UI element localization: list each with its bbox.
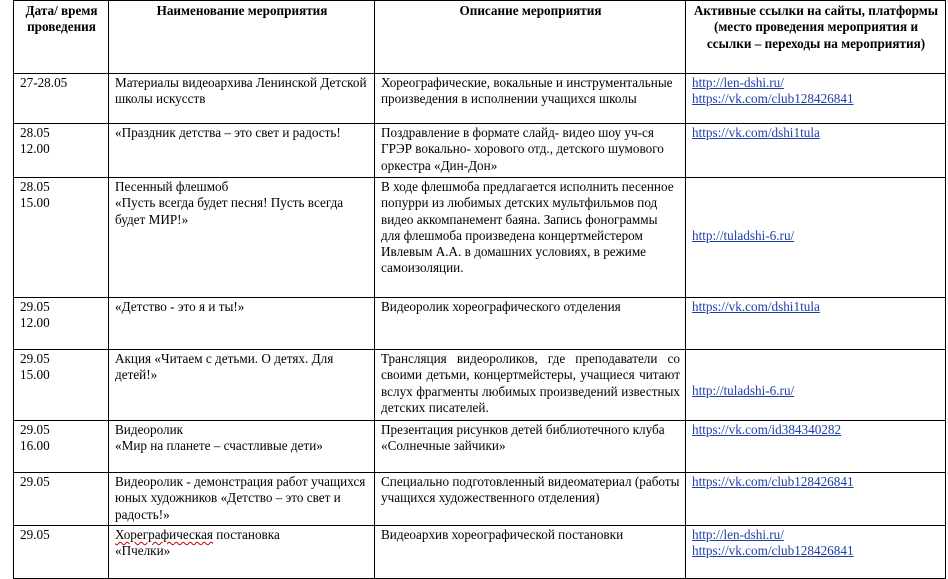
event-name: «Праздник детства – это свет и радость!: [109, 124, 375, 178]
event-links: [686, 124, 946, 178]
table-row: [14, 421, 946, 473]
event-links: [686, 526, 946, 579]
event-date: 27-28.05: [14, 74, 109, 124]
event-date: 28.05 12.00: [14, 124, 109, 178]
event-name: Материалы видеоархива Ленинской Детской школы искусств: [109, 74, 375, 124]
event-name-part1: Хореграфическая: [115, 527, 213, 542]
link-vk-dshi1tula[interactable]: https://vk.com/dshi1tula: [692, 125, 820, 140]
event-links: [686, 473, 946, 526]
event-date: 29.05 16.00: [14, 421, 109, 473]
link-vk-club128426841[interactable]: https://vk.com/club128426841: [692, 543, 854, 559]
events-table: [13, 0, 946, 579]
event-date: 29.05 12.00: [14, 298, 109, 350]
event-description: Видеоархив хореографической постановки: [375, 526, 686, 579]
event-description: Поздравление в формате слайд- видео шоу уч-ся ГРЭР вокально- хорового отд., детского шумового оркестра «Дин-Дон»: [375, 124, 686, 178]
table-row: [14, 526, 946, 579]
event-description: В ходе флешмоба предлагается исполнить песенное попурри из любимых детских мультфильмов под видео аккомпанемент баяна. Запись фонограммы для флешмоба произведена концертмейстером Ивлевым А.А. в домашних условиях, в режиме самоизоляции.: [375, 178, 686, 298]
event-date: 29.05 15.00: [14, 350, 109, 421]
document-page: [13, 0, 946, 579]
event-links: [686, 178, 946, 298]
event-description: Презентация рисунков детей библиотечного клуба «Солнечные зайчики»: [375, 421, 686, 473]
link-len-dshi[interactable]: http://len-dshi.ru/: [692, 75, 784, 90]
event-name: [109, 178, 375, 298]
event-date: 29.05: [14, 526, 109, 579]
link-tuladshi-6[interactable]: http://tuladshi-6.ru/: [692, 383, 795, 398]
table-row: [14, 350, 946, 421]
event-description: Трансляция видеороликов, где преподаватели со своими детьми, концертмейстеры, учащиеся читают вслух фрагменты любимых произведений известных детских писателей.: [375, 350, 686, 421]
event-links: [686, 421, 946, 473]
event-links: [686, 298, 946, 350]
table-row: [14, 124, 946, 178]
event-name: «Детство - это я и ты!»: [109, 298, 375, 350]
table-row: [14, 298, 946, 350]
link-vk-id384340282[interactable]: https://vk.com/id384340282: [692, 422, 842, 437]
table-row: [14, 74, 946, 124]
event-name: Акция «Читаем с детьми. О детях. Для детей!»: [109, 350, 375, 421]
event-description: Хореографические, вокальные и инструментальные произведения в исполнении учащихся школы: [375, 74, 686, 124]
event-name: Видеоролик «Мир на планете – счастливые дети»: [109, 421, 375, 473]
header-date: Дата/ время проведения: [14, 1, 109, 74]
header-name: Наименование мероприятия: [109, 1, 375, 74]
link-vk-club128426841[interactable]: https://vk.com/club128426841: [692, 91, 854, 107]
link-vk-club128426841[interactable]: https://vk.com/club128426841: [692, 474, 854, 489]
link-len-dshi[interactable]: http://len-dshi.ru/: [692, 527, 784, 542]
table-header-row: [14, 1, 946, 74]
header-links: Активные ссылки на сайты, платформы (место проведения мероприятия и ссылки – переходы на мероприятия): [686, 1, 946, 74]
event-description: Видеоролик хореографического отделения: [375, 298, 686, 350]
table-row: [14, 178, 946, 298]
event-name-part2: постановка «Пчелки»: [115, 527, 280, 559]
event-links: [686, 350, 946, 421]
table-row: [14, 473, 946, 526]
event-name: Видеоролик - демонстрация работ учащихся юных художников «Детство – это свет и радость!»: [109, 473, 375, 526]
event-links: [686, 74, 946, 124]
link-tuladshi-6[interactable]: http://tuladshi-6.ru/: [692, 228, 795, 243]
event-name: [109, 526, 375, 579]
event-date: 29.05: [14, 473, 109, 526]
event-name-line1: Песенный флешмоб: [115, 179, 229, 194]
event-date: 28.05 15.00: [14, 178, 109, 298]
link-vk-dshi1tula[interactable]: https://vk.com/dshi1tula: [692, 299, 820, 314]
event-description: Специально подготовленный видеоматериал (работы учащихся художественного отделения): [375, 473, 686, 526]
event-name-line2: «Пусть всегда будет песня! Пусть всегда будет МИР!»: [115, 195, 344, 227]
header-description: Описание мероприятия: [375, 1, 686, 74]
